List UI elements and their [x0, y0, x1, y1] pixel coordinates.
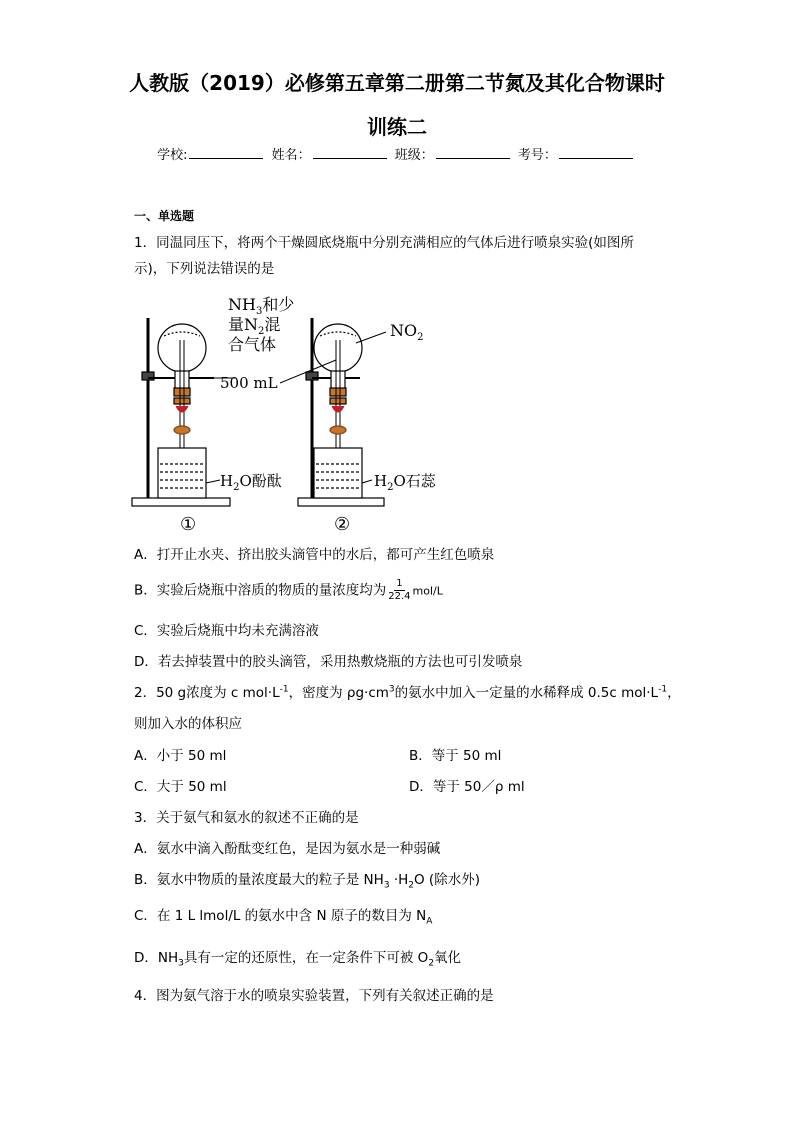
q3-option-d[interactable]: D．$NH_3$具有一定的还原性，在一定条件下可被 $O_2$氧化	[134, 950, 462, 969]
q1-figure	[124, 288, 464, 538]
liquid2-label: $H_2O$石蕊	[374, 472, 436, 493]
q1-option-c[interactable]: C．实验后烧瓶中均未充满溶液	[134, 623, 319, 639]
q1-option-b-unit: mol/L	[412, 584, 443, 598]
section-title: 一、单选题	[134, 209, 195, 223]
q1-option-d[interactable]: D．若去掉装置中的胶头滴管，采用热敷烧瓶的方法也可引发喷泉	[134, 654, 523, 670]
q1-option-a[interactable]: A．打开止水夹、挤出胶头滴管中的水后，都可产生红色喷泉	[134, 547, 495, 563]
q4-stem: 4．图为氨气溶于水的喷泉实验装置，下列有关叙述正确的是	[134, 988, 494, 1004]
apparatus-1-number: ①	[180, 514, 197, 535]
school-blank[interactable]	[189, 146, 263, 159]
q2-option-d[interactable]: D．等于 50／ρ ml	[409, 779, 525, 795]
page-title-line2: 训练二	[367, 115, 427, 139]
name-label: 姓名：	[271, 148, 311, 163]
name-blank[interactable]	[313, 146, 387, 159]
q3-option-b[interactable]: B．氨水中物质的量浓度最大的粒子是 $NH_3 \cdot H_2O$ (除水外)	[134, 872, 480, 891]
number-blank[interactable]	[559, 146, 633, 159]
q3-stem: 3．关于氨气和氨水的叙述不正确的是	[134, 810, 359, 826]
apparatus-2	[280, 318, 386, 506]
q2-stem-line2: 则加入水的体积应	[134, 716, 242, 732]
q2-option-a[interactable]: A．小于 50 ml	[134, 748, 227, 764]
gas1-label-line1: $NH_3$和少	[228, 295, 295, 317]
q1-option-b-fraction: $\frac{1}{22.4}$	[388, 578, 411, 602]
gas2-label: $NO_2$	[390, 321, 424, 343]
student-info-row	[0, 144, 794, 163]
apparatus-2-number: ②	[334, 514, 351, 535]
number-label: 考号：	[517, 148, 557, 163]
volume-label: 500 mL	[220, 374, 278, 392]
q3-option-a[interactable]: A．氨水中滴入酚酞变红色，是因为氨水是一种弱碱	[134, 841, 441, 857]
q1-option-b-text: B．实验后烧瓶中溶质的物质的量浓度均为	[134, 582, 387, 599]
q1-stem-line2: 示)，下列说法错误的是	[134, 261, 275, 277]
q2-option-c[interactable]: C．大于 50 ml	[134, 779, 227, 795]
q2-option-b[interactable]: B．等于 50 ml	[409, 748, 502, 764]
class-label: 班级：	[394, 148, 434, 163]
q2-stem-line1: 2．50 g浓度为 c $mol\cdot L^{-1}$，密度为 $\rho g\cdot cm^3$的氨水中加入一定量的水稀释成 0.5c $mol\cdot L^{-1}$，	[134, 684, 681, 701]
page-title-line1: 人教版（2019）必修第五章第二册第二节氮及其化合物课时	[129, 71, 665, 95]
gas1-label-line2: 量$N_2$混	[228, 315, 281, 337]
q1-stem	[134, 230, 674, 282]
class-blank[interactable]	[436, 146, 510, 159]
gas1-label-line3: 合气体	[228, 335, 277, 354]
q1-stem-line1: 1．同温同压下，将两个干燥圆底烧瓶中分别充满相应的气体后进行喷泉实验(如图所	[134, 235, 634, 251]
school-label: 学校:	[157, 148, 188, 163]
q3-option-c[interactable]: C．在 1 L lmol/L 的氨水中含 N 原子的数目为 $N_A$	[134, 908, 433, 927]
liquid1-label: $H_2O$酚酞	[220, 472, 282, 493]
q1-option-b[interactable]	[134, 578, 443, 603]
